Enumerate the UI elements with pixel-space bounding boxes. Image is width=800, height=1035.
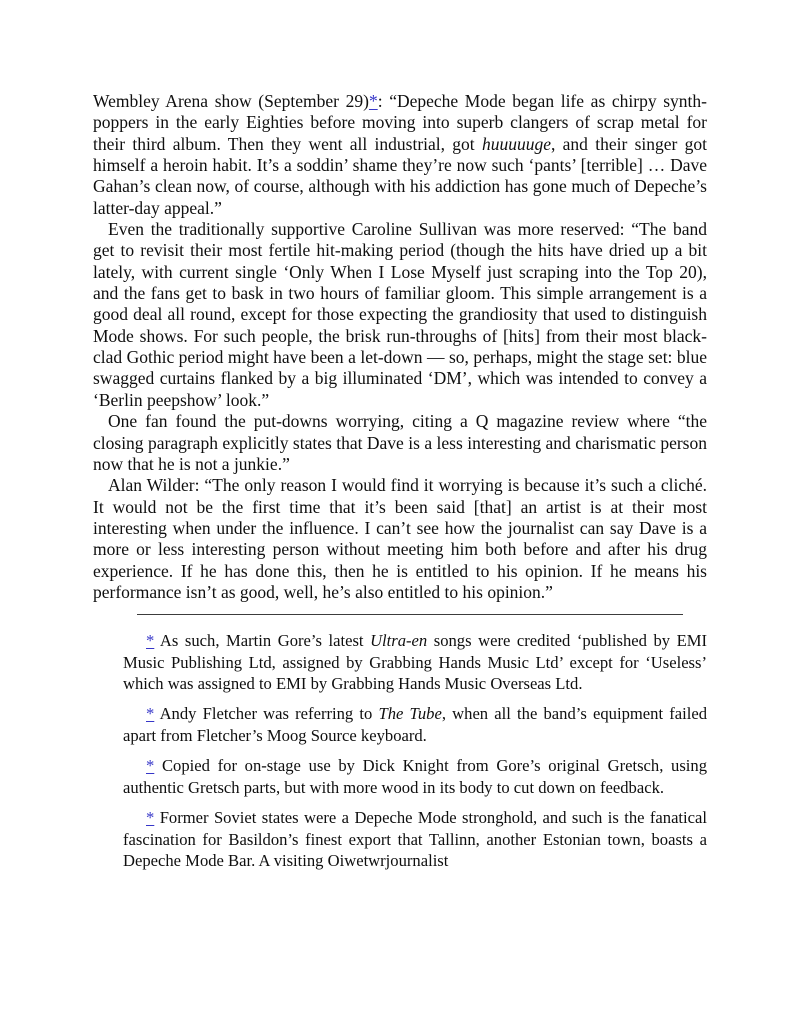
text-run: One fan found the put-downs worrying, citing a Q magazine review where “the closing paragraph explicitly states that Dave is a less interesting and charismatic person now that he is not a junkie.” <box>93 411 707 474</box>
paragraph <box>93 475 707 603</box>
footnote-divider <box>137 614 683 615</box>
italic-text-run: The Tube <box>378 704 442 724</box>
text-run: songs were credited ‘published by EMI Music Publishing Ltd, assigned by Grabbing Hands Music Ltd’ except for ‘Useless’ which was assigned to EMI by Grabbing Hands Music Overseas Ltd. <box>123 631 708 694</box>
text-run: Wembley Arena show (September 29) <box>93 91 369 111</box>
text-run: , when all the band’s equipment failed apart from Fletcher’s Moog Source keyboard. <box>123 704 708 745</box>
text-run: Alan Wilder: “The only reason I would find it worrying is because it’s such a cliché. It would not be the first time that it’s been said [that] an artist is at their most interesting when under the influence. I can’t see how the journalist can say Dave is a more or less interesting person without meeting him both before and after his drug experience. If he has done this, then he is entitled to his opinion. If he means his performance isn’t as good, well, he’s also entitled to his opinion.” <box>93 475 707 602</box>
text-run: Copied for on-stage use by Dick Knight from Gore’s original Gretsch, using authentic Gretsch parts, but with more wood in its body to cut down on feedback. <box>123 756 707 797</box>
footnote-link[interactable]: * <box>368 91 378 111</box>
footnote-marker-link[interactable]: * <box>146 756 155 776</box>
text-run: Former Soviet states were a Depeche Mode stronghold, and such is the fanatical fascination for Basildon’s finest export that Tallinn, another Estonian town, boasts a Depeche Mode Bar. A visiting Oiwetwrjournalist <box>123 808 707 870</box>
paragraph <box>93 91 707 219</box>
footnote-item <box>123 807 707 871</box>
footnote-marker-link[interactable]: * <box>146 631 155 651</box>
footnote-item <box>123 755 707 798</box>
paragraph <box>93 219 707 411</box>
footnote-item <box>123 630 707 694</box>
main-text <box>93 91 707 603</box>
italic-text-run: Ultra-en <box>370 631 428 651</box>
text-run: , and their singer got himself a heroin habit. It’s a soddin’ shame they’re now such ‘pants’ [terrible] … Dave Gahan’s clean now, of course, although with his addiction has gone much of Depeche’s latter-day appeal.” <box>93 133 707 218</box>
footnote-marker-link[interactable]: * <box>146 704 155 724</box>
text-run: Even the traditionally supportive Caroline Sullivan was more reserved: “The band get to revisit their most fertile hit-making period (though the hits have dried up a bit lately, with current single ‘Only When I Lose Myself just scraping into the Top 20), and the fans get to bask in two hours of familiar gloom. This simple arrangement is a good deal all round, except for those expecting the grandiosity that used to distinguish Mode shows. For such people, the brisk run-throughs of [hits] from their most black-clad Gothic period might have been a let-down — so, perhaps, might the stage set: blue swagged curtains flanked by a big illuminated ‘DM’, which was intended to convey a ‘Berlin peepshow’ look.” <box>93 219 707 410</box>
text-run: As such, Martin Gore’s latest <box>154 631 371 651</box>
footnotes-section <box>93 630 707 871</box>
paragraph <box>93 411 707 475</box>
italic-text-run: huuuuuge <box>481 133 551 154</box>
footnote-marker-link[interactable]: * <box>146 808 155 828</box>
footnote-item <box>123 703 707 746</box>
text-run: Andy Fletcher was referring to <box>154 704 379 724</box>
text-run: : “Depeche Mode began life as chirpy synth-poppers in the early Eighties before moving into superb clangers of scrap metal for their third album. Then they went all industrial, got <box>93 91 707 154</box>
